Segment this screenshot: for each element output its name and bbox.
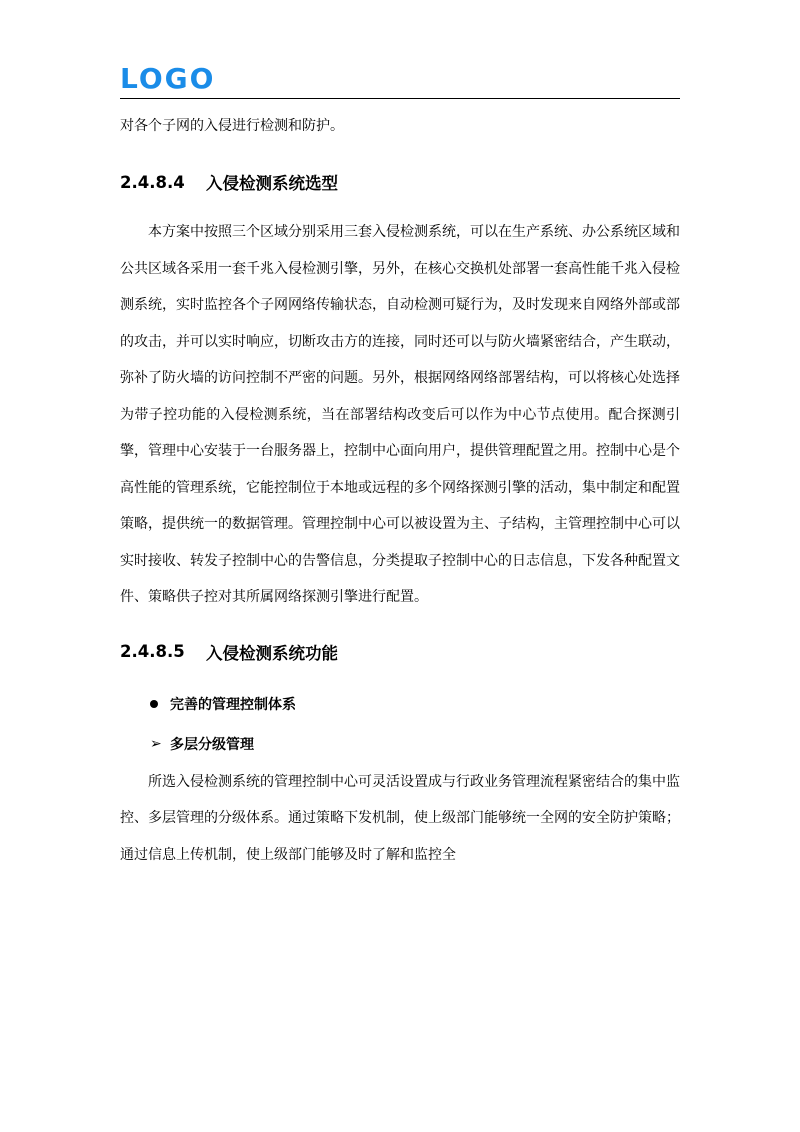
section-heading-2-4-8-4: [120, 164, 680, 200]
section-heading-2-4-8-5: [120, 634, 680, 670]
header-divider: [120, 98, 680, 99]
document-body: [120, 108, 680, 873]
section-title: 入侵检测系统功能: [206, 643, 338, 663]
section-number: 2.4.8.5: [120, 642, 185, 661]
bullet-item: [120, 684, 680, 724]
bullet-text: 多层分级管理: [170, 736, 254, 753]
section-number: 2.4.8.4: [120, 172, 185, 192]
section-paragraph: 本方案中按照三个区域分别采用三套入侵检测系统，可以在生产系统、办公系统区域和公共区域各采用一套千兆入侵检测引擎，另外，在核心交换机处部署一套高性能千兆入侵检测系统，实时监控各个子网网络传输状态，自动检测可疑行为，及时发现来自网络外部或部的攻击，并可以实时响应，切断攻击方的连接，同时还可以与防火墙紧密结合，产生联动，弥补了防火墙的访问控制不严密的问题。另外，根据网络网络部署结构，可以将核心处选择为带子控功能的入侵检测系统，当在部署结构改变后可以作为中心节点使用。配合探测引擎，管理中心安装于一台服务器上，控制中心面向用户，提供管理配置之用。控制中心是个高性能的管理系统，它能控制位于本地或远程的多个网络探测引擎的活动，集中制定和配置策略，提供统一的数据管理。管理控制中心可以被设置为主、子结构，主管理控制中心可以实时接收、转发子控制中心的告警信息，分类提取子控制中心的日志信息，下发各种配置文件、策略供子控对其所属网络探测引擎进行配置。: [120, 224, 680, 605]
arrow-bullet-icon: ➢: [150, 735, 162, 752]
bullet-text: 完善的管理控制体系: [170, 696, 296, 713]
logo-text: LOGO: [120, 61, 216, 95]
bullet-dot-icon: [150, 696, 170, 712]
arrow-bullet-item: [120, 724, 680, 764]
section-paragraph: 所选入侵检测系统的管理控制中心可灵活设置成与行政业务管理流程紧密结合的集中监控、多层管理的分级体系。通过策略下发机制，使上级部门能够统一全网的安全防护策略；通过信息上传机制，使上级部门能够及时了解和监控全: [120, 773, 680, 863]
logo: [120, 58, 215, 98]
continued-paragraph: 对各个子网的入侵进行检测和防护。: [120, 118, 344, 134]
section-title: 入侵检测系统选型: [206, 174, 338, 193]
